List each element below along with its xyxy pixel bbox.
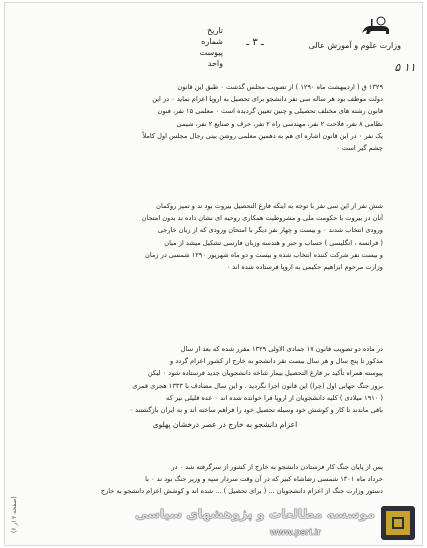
folio-number: ۵ ۱۱: [394, 61, 416, 74]
text-line: پیوسته همراه تأکید بر فارغ التحصیل بیمار شاخه دانشجویان جدید فرستاده شود ۰ لیکن: [147, 369, 383, 378]
watermark-url: www.psri.ir: [270, 527, 321, 538]
number-field-label: شماره: [201, 37, 223, 46]
watermark-institute-name: موسسه مطالعات و پژوهشهای سیاسی: [134, 506, 375, 521]
text-line: آنان در بیروت با حکومت ملی و مشروطیت همکاری روحیه ای نشان داده ند بدون امتحان: [141, 214, 383, 223]
paragraph-2: [23, 200, 383, 273]
paragraph-1: [23, 81, 383, 154]
text-line: در ماده دو تصویب قانون ۱۷ جمادی الاولی ۱۳۲۹ مقرر شده که بعد از سال: [180, 345, 383, 353]
section-subheading: اعزام دانشجو به خارج در عصر درخشان پهلوی: [152, 420, 298, 429]
paragraph-4: [23, 461, 383, 498]
text-line: ( فرانسه ، انگلیسی ) حساب و جبر و هندسه وزبان فارسی تشکیل میشد از میان: [164, 238, 383, 247]
text-line: وزارت مرحوم ابراهیم حکیمی به اروپا فرستاده شده اند ۰: [226, 263, 383, 272]
page-number: ـ ۳ ـ: [246, 37, 264, 48]
text-line: یک نفر ۰ در این قانون اشاره ای هم به دهمین معلمی روشن بینی رجال مجلس اول کاملاً: [142, 131, 383, 140]
text-line: نظامی ۸ نفر، فلاحت ۲ نفر، مهندسی راه ۲ نفر، حرف و صنایع ۲ نفر، شیمی: [176, 119, 383, 128]
document-page: [4, 2, 423, 546]
unit-field-label: واحد: [207, 59, 223, 68]
text-line: ( ۱۹۱۰ میلادی ) کلیه دانشجویان از اروپا فرا خوانده شده اند ۰ عده قلیلی نیز که: [166, 393, 383, 402]
header-reference-fields: [143, 25, 223, 69]
text-line: قانون رشته های مختلف تحصیلی و چنین تعیین گردیده است ۰ معلمی ۱۵ نفر، فنون: [157, 107, 383, 116]
text-line: پس از پایان جنگ کار فرستادن دانشجو به خارج از کشور از سرگرفته شد ۰ در: [171, 463, 383, 471]
text-line: مذکور تا پنج سال و هر سال بیست نفر دانشجو به خارج از کشور اعزام گردد و: [170, 357, 383, 366]
text-line: بروز جنگ جهانی اول (چرا) این قانون اجرا نگردید . و این سال مصادف با ۱۳۳۳ هجری قمری: [132, 381, 383, 390]
institute-logo-icon: [381, 506, 415, 540]
margin-note: (صفحه ۳ از ۶): [11, 496, 18, 533]
text-line: ورودی انتخاب شدند ۰ و بیست و چهار نفر دیگر با امتحان ورودی که از زبان خارجی: [157, 226, 383, 235]
text-line: دولت موظف بود هر ساله سی نفر دانشجو برای تحصیل به اروپا اعزام نماید ۰ در این: [152, 95, 383, 104]
text-line: شش نفر از این سی نفر با توجه به اینکه فارغ التحصیل بیروت بود ند و تمیز روکمان: [156, 202, 383, 210]
watermark-banner: [135, 503, 421, 545]
text-line: دستور وزارت جنگ از اعزام دانشجویان ... ( برای تحصیل ) ... شده اند و کوشش اعزام دانشجو به خارج: [100, 487, 383, 496]
text-line: چشم گیر است ۰: [336, 144, 383, 153]
attachment-field-label: پیوست: [199, 48, 223, 57]
lion-and-sun-emblem-icon: [359, 15, 393, 37]
text-line: ۱۳۲۹ ق ( اردیبهشت ماه ۱۲۹۰ ) از تصویب مجلس گذشت ۰ طبق این قانون: [177, 83, 383, 91]
ministry-name: وزارت علوم و آموزش عالی: [308, 41, 401, 50]
text-line: خرداد ماه ۱۳۰۱ شمسی رضاشاه کبیر که در آن وقت سردار سپه و وزیر جنگ بود ند ۰ با: [145, 475, 383, 484]
date-field-label: تاریخ: [207, 26, 223, 35]
text-line: و بیست نفر شرکت کننده انتخاب شده و بیست و دو ماه شهریور ۱۲۹۰ شمسی در زمان: [145, 250, 383, 259]
text-line: باقی ماندند تا کار و کوشش خود وسیله تحصیل خود را فراهم ساخته اند و به ایران بازگشتند ۰: [129, 406, 383, 415]
paragraph-3: [23, 343, 383, 416]
